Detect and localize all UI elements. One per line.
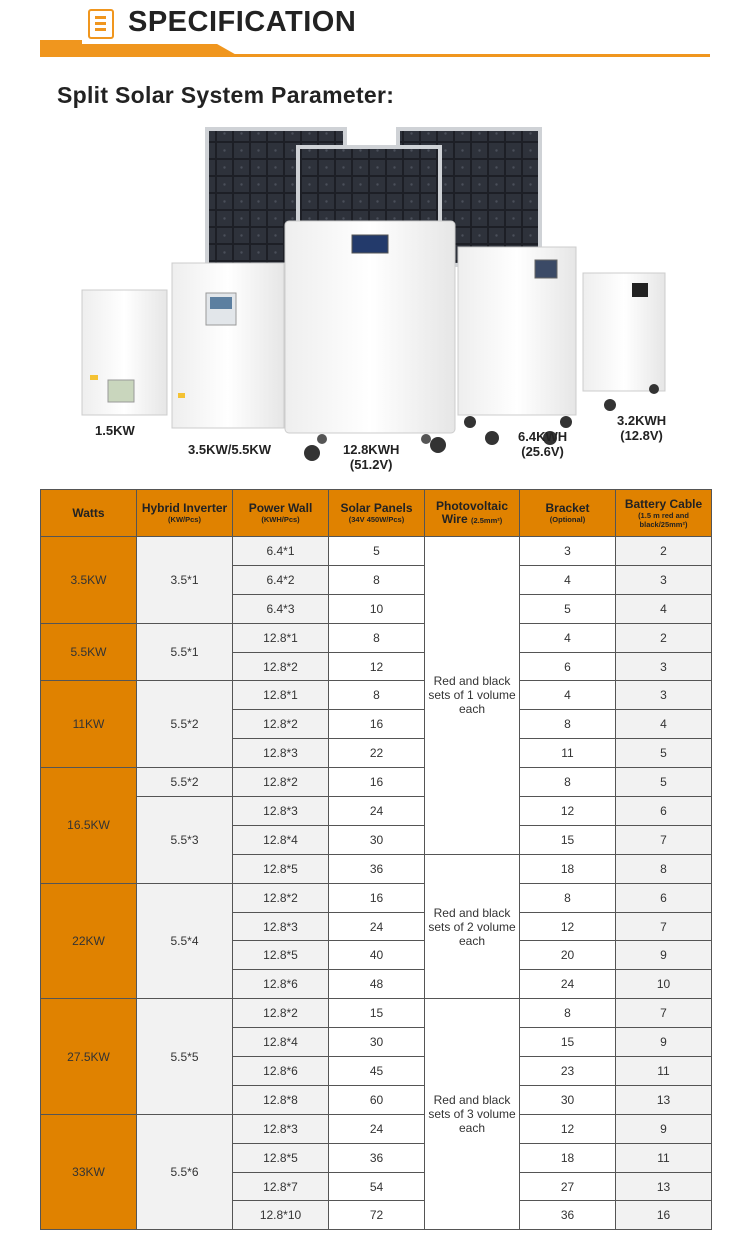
caption-12-8kwh: 12.8KWH (51.2V): [343, 442, 400, 472]
table-row: [41, 537, 712, 566]
bracket-cell: 3: [520, 537, 616, 566]
panels-cell: 15: [329, 999, 425, 1028]
header-solar-panels: Solar Panels (34V 450W/Pcs): [329, 490, 425, 537]
panels-cell: 24: [329, 1114, 425, 1143]
bracket-cell: 4: [520, 681, 616, 710]
spec-table: [40, 489, 712, 1230]
powerwall-cell: 12.8*8: [233, 1085, 329, 1114]
section-header: [0, 0, 750, 60]
inverter-cell: 3.5*1: [137, 537, 233, 624]
panels-cell: 40: [329, 941, 425, 970]
bracket-cell: 4: [520, 623, 616, 652]
bracket-cell: 30: [520, 1085, 616, 1114]
product-image: [80, 125, 680, 475]
powerwall-cell: 12.8*6: [233, 1057, 329, 1086]
watts-cell: 22KW: [41, 883, 137, 999]
cable-cell: 4: [616, 710, 712, 739]
header-hybrid-inverter: Hybrid Inverter (KW/Pcs): [137, 490, 233, 537]
bracket-cell: 11: [520, 739, 616, 768]
table-row: [41, 1114, 712, 1143]
cable-cell: 6: [616, 797, 712, 826]
cable-cell: 7: [616, 999, 712, 1028]
powerwall-cell: 12.8*4: [233, 1028, 329, 1057]
powerwall-cell: 12.8*3: [233, 912, 329, 941]
panels-cell: 16: [329, 710, 425, 739]
bracket-cell: 5: [520, 594, 616, 623]
cable-cell: 16: [616, 1201, 712, 1230]
battery-3-2kwh: [583, 273, 665, 411]
panels-cell: 8: [329, 623, 425, 652]
inverter-cell: 5.5*2: [137, 681, 233, 768]
powerwall-cell: 12.8*1: [233, 681, 329, 710]
powerwall-cell: 12.8*2: [233, 652, 329, 681]
cable-cell: 3: [616, 681, 712, 710]
panels-cell: 72: [329, 1201, 425, 1230]
watts-cell: 33KW: [41, 1114, 137, 1230]
powerwall-cell: 12.8*6: [233, 970, 329, 999]
bracket-cell: 36: [520, 1201, 616, 1230]
watts-cell: 11KW: [41, 681, 137, 768]
bracket-cell: 8: [520, 710, 616, 739]
cable-cell: 9: [616, 941, 712, 970]
watts-cell: 16.5KW: [41, 768, 137, 884]
inverter-cell: 5.5*5: [137, 999, 233, 1115]
caption-3-2kwh: 3.2KWH (12.8V): [617, 413, 667, 443]
wire-cell: Red and black sets of 3 volume each: [425, 999, 520, 1230]
bracket-cell: 8: [520, 883, 616, 912]
caption-6-4kwh: 6.4KWH (25.6V): [518, 429, 568, 459]
cable-cell: 2: [616, 623, 712, 652]
panels-cell: 12: [329, 652, 425, 681]
bracket-cell: 12: [520, 1114, 616, 1143]
bracket-cell: 4: [520, 565, 616, 594]
header-watts: Watts: [41, 490, 137, 537]
bracket-cell: 15: [520, 825, 616, 854]
cable-cell: 11: [616, 1143, 712, 1172]
watts-cell: 27.5KW: [41, 999, 137, 1115]
header-bracket: Bracket (Optional): [520, 490, 616, 537]
powerwall-cell: 6.4*3: [233, 594, 329, 623]
power-wall-12-8kwh: [285, 221, 455, 461]
inverter-3-5-5-5kw: [172, 263, 284, 428]
cable-cell: 13: [616, 1172, 712, 1201]
panels-cell: 5: [329, 537, 425, 566]
cable-cell: 2: [616, 537, 712, 566]
cable-cell: 7: [616, 825, 712, 854]
panels-cell: 30: [329, 1028, 425, 1057]
panels-cell: 36: [329, 1143, 425, 1172]
header-battery-cable: Battery Cable (1.5 m red and black/25mm²): [616, 490, 712, 537]
table-row: [41, 681, 712, 710]
panels-cell: 45: [329, 1057, 425, 1086]
inverter-cell: 5.5*2: [137, 768, 233, 797]
cable-cell: 3: [616, 652, 712, 681]
panels-cell: 16: [329, 883, 425, 912]
powerwall-cell: 6.4*1: [233, 537, 329, 566]
powerwall-cell: 12.8*3: [233, 797, 329, 826]
bracket-cell: 18: [520, 1143, 616, 1172]
powerwall-cell: 12.8*2: [233, 883, 329, 912]
wire-cell: Red and black sets of 1 volume each: [425, 537, 520, 855]
watts-cell: 5.5KW: [41, 623, 137, 681]
panels-cell: 24: [329, 797, 425, 826]
cable-cell: 5: [616, 768, 712, 797]
panels-cell: 60: [329, 1085, 425, 1114]
powerwall-cell: 12.8*2: [233, 768, 329, 797]
panels-cell: 8: [329, 681, 425, 710]
powerwall-cell: 12.8*2: [233, 710, 329, 739]
subtitle: Split Solar System Parameter:: [57, 82, 395, 108]
powerwall-cell: 12.8*3: [233, 1114, 329, 1143]
cable-cell: 8: [616, 854, 712, 883]
inverter-cell: 5.5*1: [137, 623, 233, 681]
powerwall-cell: 12.8*5: [233, 854, 329, 883]
panels-cell: 24: [329, 912, 425, 941]
powerwall-cell: 12.8*1: [233, 623, 329, 652]
table-row: [41, 999, 712, 1028]
panels-cell: 16: [329, 768, 425, 797]
table-row: [41, 883, 712, 912]
bracket-cell: 6: [520, 652, 616, 681]
table-row: [41, 797, 712, 826]
caption-1-5kw: 1.5KW: [95, 423, 135, 438]
panels-cell: 8: [329, 565, 425, 594]
cable-cell: 10: [616, 970, 712, 999]
bracket-cell: 8: [520, 999, 616, 1028]
cable-cell: 4: [616, 594, 712, 623]
wire-cell: Red and black sets of 2 volume each: [425, 854, 520, 998]
panels-cell: 22: [329, 739, 425, 768]
header-photovoltaic-wire: Photovoltaic Wire (2.5mm²): [425, 490, 520, 537]
powerwall-cell: 12.8*5: [233, 1143, 329, 1172]
bracket-cell: 12: [520, 912, 616, 941]
powerwall-cell: 12.8*4: [233, 825, 329, 854]
inverter-cell: 5.5*4: [137, 883, 233, 999]
table-row: [41, 768, 712, 797]
caption-3-5-5-5kw: 3.5KW/5.5KW: [188, 442, 272, 457]
cable-cell: 9: [616, 1114, 712, 1143]
document-icon: [88, 9, 114, 39]
bracket-cell: 23: [520, 1057, 616, 1086]
battery-6-4kwh: [458, 247, 576, 445]
cable-cell: 11: [616, 1057, 712, 1086]
table-header-row: [41, 490, 712, 537]
cable-cell: 13: [616, 1085, 712, 1114]
cable-cell: 3: [616, 565, 712, 594]
inverter-cell: 5.5*6: [137, 1114, 233, 1230]
powerwall-cell: 12.8*5: [233, 941, 329, 970]
table-row: [41, 623, 712, 652]
cable-cell: 7: [616, 912, 712, 941]
powerwall-cell: 12.8*10: [233, 1201, 329, 1230]
header-power-wall: Power Wall (KWH/Pcs): [233, 490, 329, 537]
powerwall-cell: 12.8*2: [233, 999, 329, 1028]
bracket-cell: 8: [520, 768, 616, 797]
cable-cell: 9: [616, 1028, 712, 1057]
cable-cell: 6: [616, 883, 712, 912]
bracket-cell: 24: [520, 970, 616, 999]
powerwall-cell: 6.4*2: [233, 565, 329, 594]
watts-cell: 3.5KW: [41, 537, 137, 624]
powerwall-cell: 12.8*7: [233, 1172, 329, 1201]
panels-cell: 48: [329, 970, 425, 999]
powerwall-cell: 12.8*3: [233, 739, 329, 768]
panels-cell: 10: [329, 594, 425, 623]
panels-cell: 36: [329, 854, 425, 883]
panels-cell: 30: [329, 825, 425, 854]
header-title: SPECIFICATION: [128, 6, 357, 38]
inverter-1-5kw: [82, 290, 167, 415]
bracket-cell: 12: [520, 797, 616, 826]
panels-cell: 54: [329, 1172, 425, 1201]
bracket-cell: 15: [520, 1028, 616, 1057]
bracket-cell: 18: [520, 854, 616, 883]
bracket-cell: 20: [520, 941, 616, 970]
inverter-cell: 5.5*3: [137, 797, 233, 884]
bracket-cell: 27: [520, 1172, 616, 1201]
cable-cell: 5: [616, 739, 712, 768]
